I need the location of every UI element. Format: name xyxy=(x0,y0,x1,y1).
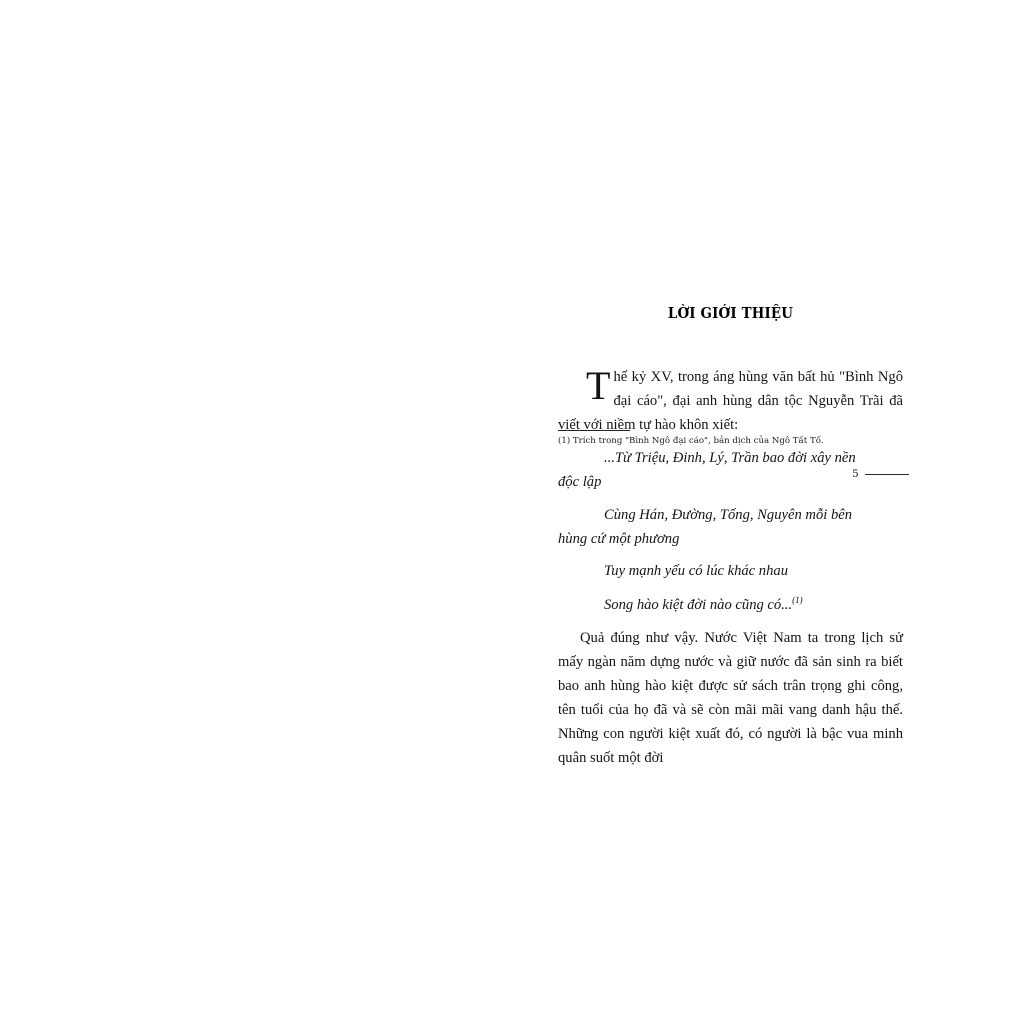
verse-line-5: Tuy mạnh yếu có lúc khác nhau xyxy=(604,563,788,580)
drop-cap: T xyxy=(586,363,611,408)
paragraph-intro-text: hế kỷ XV, trong áng hùng văn bất hủ "Bình Ngô đại cáo", đại anh hùng dân tộc Nguyễn Trãi đã viết với niềm tự hào khôn xiết: xyxy=(558,369,903,433)
spacer xyxy=(558,551,903,560)
footnote-divider xyxy=(558,430,630,431)
spacer xyxy=(558,584,903,593)
page-number: 5 xyxy=(852,468,859,480)
footnote-marker: (1) xyxy=(792,595,803,606)
page-folio xyxy=(852,468,909,480)
paragraph-intro xyxy=(558,363,903,438)
text-column xyxy=(558,305,903,771)
page-right xyxy=(512,0,1024,1024)
verse-line-1: ...Từ Triệu, Đinh, Lý, Trần bao đời xây nền xyxy=(604,449,856,466)
body-text xyxy=(558,363,903,771)
verse-line-2: độc lập xyxy=(558,473,602,490)
page-title: LỜI GIỚI THIỆU xyxy=(667,305,794,322)
paragraph-body: Quả đúng như vậy. Nước Việt Nam ta trong lịch sử mấy ngàn năm dựng nước và giữ nước đã sản sinh ra biết bao anh hùng hào kiệt được sử sách trân trọng ghi công, tên tuổi của họ đã và sẽ còn mãi mãi vang danh hậu thế. Những con người kiệt xuất đó, có người là bậc vua minh quân suốt một đời xyxy=(558,630,903,766)
verse-line-4: hùng cứ một phương xyxy=(558,530,680,547)
verse-line-6 xyxy=(558,593,903,618)
verse-line-3: Cùng Hán, Đường, Tống, Nguyên mỗi bên xyxy=(604,506,853,523)
verse-line-6-text: Song hào kiệt đời nào cũng có... xyxy=(604,597,793,614)
footnote-text: (1) Trích trong "Bình Ngô đại cáo", bản dịch của Ngô Tất Tố. xyxy=(558,436,824,446)
spacer xyxy=(558,495,903,504)
folio-rule xyxy=(865,474,909,475)
spacer xyxy=(558,618,903,627)
